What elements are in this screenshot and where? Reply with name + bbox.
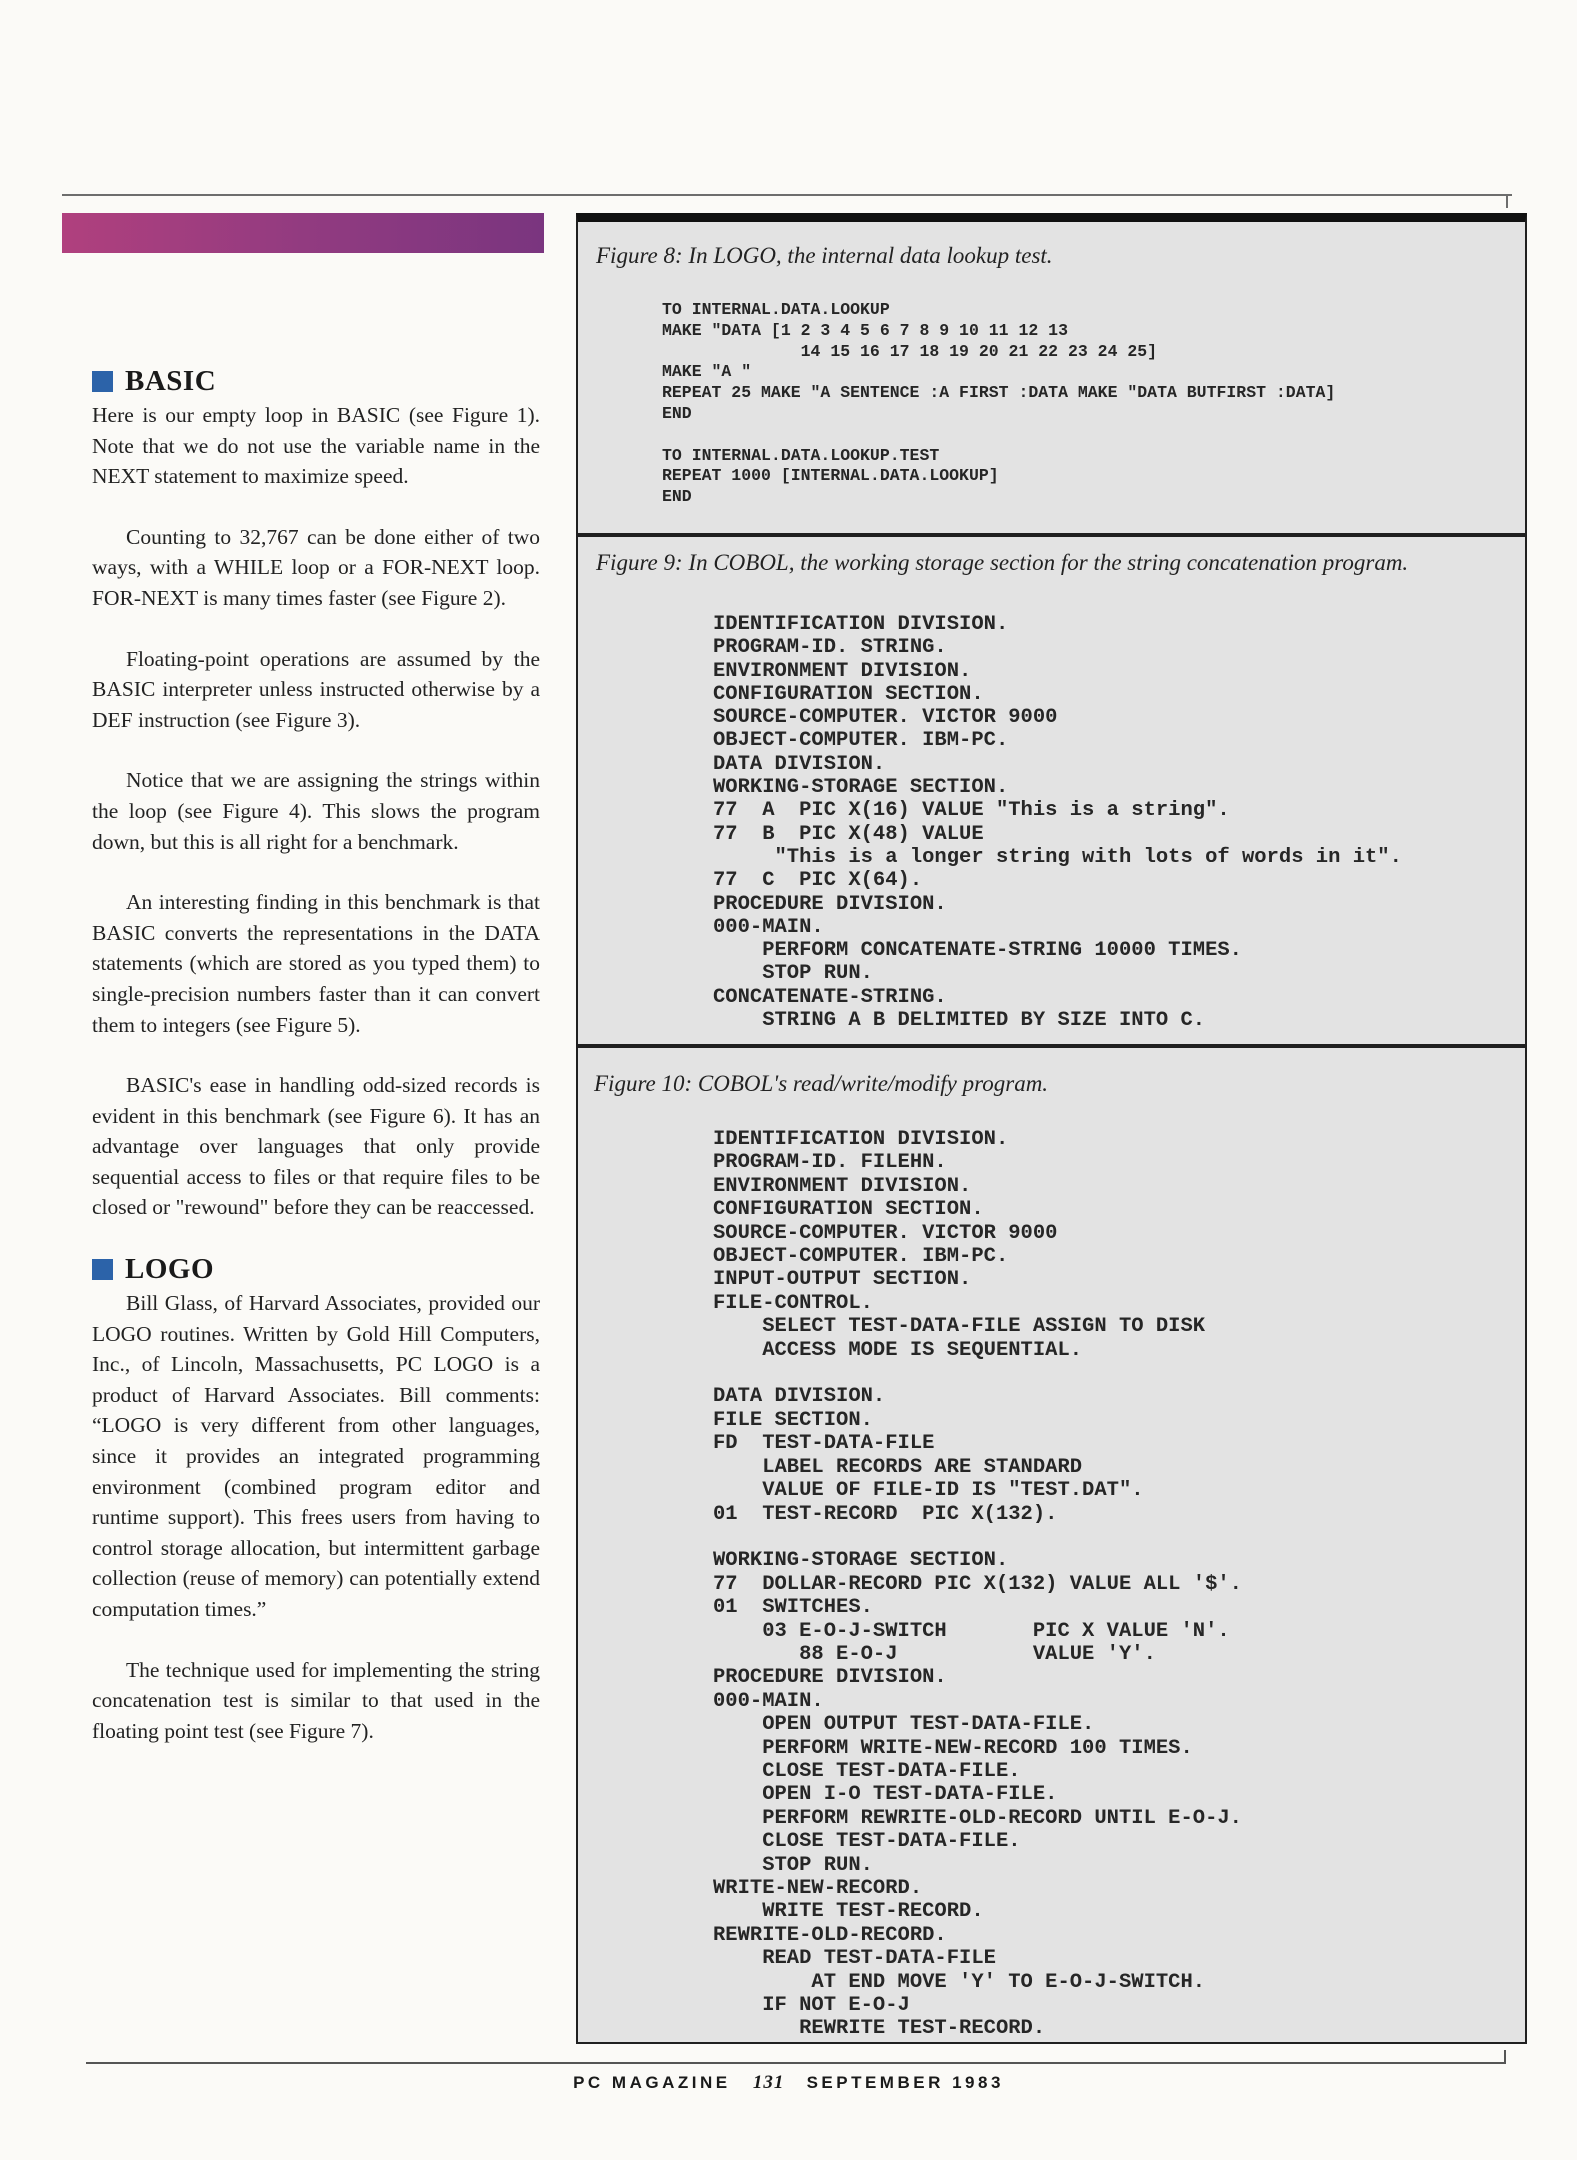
logo-paragraph-2: The technique used for implementing the string concatenation test is similar to that used in the floating point test (see Figure 7). [92,1657,540,1743]
top-rule [62,194,1512,196]
page-footer [0,2072,1577,2094]
basic-paragraph-1: Here is our empty loop in BASIC (see Figure 1). Note that we do not use the variable name in the NEXT statement to maximize speed. [92,403,540,489]
figure-8-caption: Figure 8: In LOGO, the internal data lookup test. [596,243,1053,268]
logo-heading-text: LOGO [125,1253,215,1286]
basic-paragraph-5: An interesting finding in this benchmark is that BASIC converts the representations in the DATA statements (which are stored as you typed them) to single-precision numbers faster than it can convert them to integers (see Figure 5). [92,890,540,1037]
figure-10-caption: Figure 10: COBOL's read/write/modify program. [594,1071,1049,1096]
footer-magazine: PC MAGAZINE [573,2073,731,2092]
square-bullet-icon [92,1259,113,1280]
logo-heading [92,1253,540,1286]
figure-8-box [576,213,1527,535]
figure-10-box [576,1046,1527,2044]
figure-8-code: TO INTERNAL.DATA.LOOKUP MAKE "DATA [1 2 3 4 5 6 7 8 9 10 11 12 13 14 15 16 17 18 19 20 21 22 23 24 25] MAKE "A " REPEAT 25 MAKE "A SENTENCE :A FIRST :DATA MAKE "DATA BUTFIRST :DATA] END TO INTERNAL.DATA.LOOKUP.TEST REPEAT 1000 [INTERNAL.DATA.LOOKUP] END [662,300,1336,507]
figure-10-code: IDENTIFICATION DIVISION. PROGRAM-ID. FILEHN. ENVIRONMENT DIVISION. CONFIGURATION SECTION. SOURCE-COMPUTER. VICTOR 9000 OBJECT-COMPUTER. IBM-PC. INPUT-OUTPUT SECTION. FILE-CONTROL. SELECT TEST-DATA-FILE ASSIGN TO DISK ACCESS MODE IS SEQUENTIAL. DATA DIVISION. FILE SECTION. FD TEST-DATA-FILE LABEL RECORDS ARE STANDARD VALUE OF FILE-ID IS "TEST.DAT". 01 TEST-RECORD PIC X(132). WORKING-STORAGE SECTION. 77 DOLLAR-RECORD PIC X(132) VALUE ALL '$'. 01 SWITCHES. 03 E-O-J-SWITCH PIC X VALUE 'N'. 88 E-O-J VALUE 'Y'. PROCEDURE DIVISION. 000-MAIN. OPEN OUTPUT TEST-DATA-FILE. PERFORM WRITE-NEW-RECORD 100 TIMES. CLOSE TEST-DATA-FILE. OPEN I-O TEST-DATA-FILE. PERFORM REWRITE-OLD-RECORD UNTIL E-O-J. CLOSE TEST-DATA-FILE. STOP RUN. WRITE-NEW-RECORD. WRITE TEST-RECORD. REWRITE-OLD-RECORD. READ TEST-DATA-FILE AT END MOVE 'Y' TO E-O-J-SWITCH. IF NOT E-O-J REWRITE TEST-RECORD. [713,1128,1242,2041]
figure-9-code: IDENTIFICATION DIVISION. PROGRAM-ID. STRING. ENVIRONMENT DIVISION. CONFIGURATION SECTION. SOURCE-COMPUTER. VICTOR 9000 OBJECT-COMPUTER. IBM-PC. DATA DIVISION. WORKING-STORAGE SECTION. 77 A PIC X(16) VALUE "This is a string". 77 B PIC X(48) VALUE "This is a longer string with lots of words in it". 77 C PIC X(64). PROCEDURE DIVISION. 000-MAIN. PERFORM CONCATENATE-STRING 10000 TIMES. STOP RUN. CONCATENATE-STRING. STRING A B DELIMITED BY SIZE INTO C. [713,613,1402,1033]
basic-heading [92,365,540,398]
bottom-rule-tick [1504,2050,1506,2064]
top-rule-tick [1506,194,1508,208]
section-color-bar [62,213,544,253]
bottom-rule [86,2062,1506,2064]
figure-9-caption: Figure 9: In COBOL, the working storage section for the string concatenation program. [596,550,1409,575]
figure-9-box [576,535,1527,1046]
basic-paragraph-6: BASIC's ease in handling odd-sized records is evident in this benchmark (see Figure 6). It has an advantage over languages that only provide sequential access to files or that require files to be closed or "rewound" before they can be reaccessed. [92,1073,540,1220]
footer-page-number: 131 [752,2072,785,2093]
footer-date: SEPTEMBER 1983 [806,2073,1004,2092]
basic-heading-text: BASIC [125,365,217,397]
square-bullet-icon [92,371,113,392]
basic-paragraph-2: Counting to 32,767 can be done either of two ways, with a WHILE loop or a FOR-NEXT loop. FOR-NEXT is many times faster (see Figure 2). [92,524,540,610]
left-column [92,365,540,1776]
logo-paragraph-1: Bill Glass, of Harvard Associates, provided our LOGO routines. Written by Gold Hill Computers, Inc., of Lincoln, Massachusetts, PC LOGO is a product of Harvard Associates. Bill comments: “LOGO is very different from other languages, since it provides an integrated programming environment (combined program editor and runtime support). This frees users from having to control storage allocation, but intermittent garbage collection (reuse of memory) can potentially extend computation times.” [92,1291,540,1621]
basic-paragraph-4: Notice that we are assigning the strings within the loop (see Figure 4). This slows the program down, but this is all right for a benchmark. [92,768,540,854]
basic-paragraph-3: Floating-point operations are assumed by the BASIC interpreter unless instructed otherwise by a DEF instruction (see Figure 3). [92,646,540,732]
